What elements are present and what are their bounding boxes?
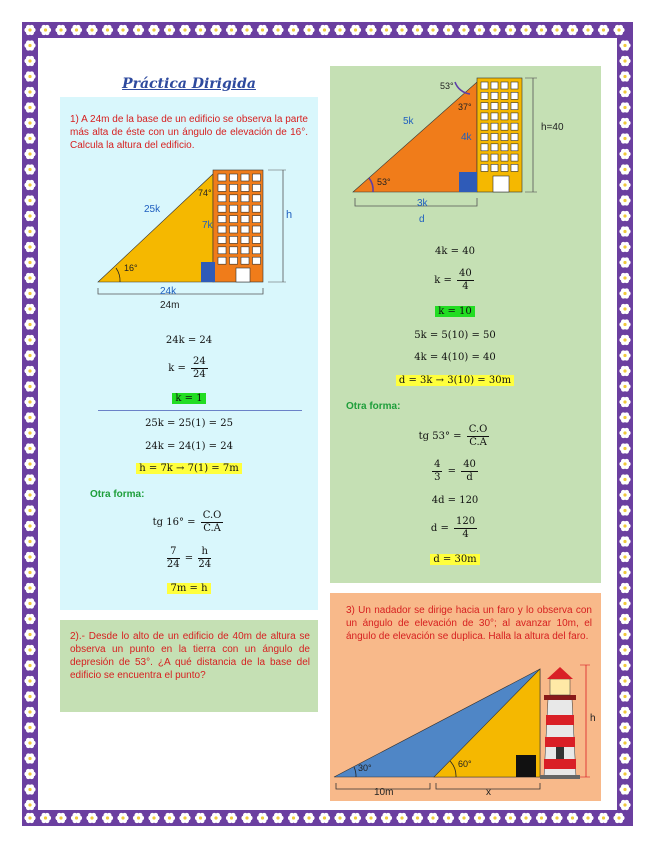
- window-icon: [501, 103, 508, 110]
- base-3k-label: 3k: [417, 198, 428, 209]
- window-icon: [481, 103, 488, 110]
- triangle-shape: [98, 174, 213, 282]
- window-icon: [481, 82, 488, 89]
- p2-d-num: 120: [456, 516, 476, 527]
- window-icon: [241, 236, 249, 243]
- p1-tg-lhs: tg 16° =: [152, 517, 196, 528]
- angle-60-label: 60°: [458, 759, 472, 769]
- p2-eq3: 4k = 4(10) = 40: [414, 352, 496, 363]
- hyp-25k-label: 25k: [144, 204, 161, 215]
- window-icon: [481, 144, 488, 151]
- window-icon: [218, 216, 226, 223]
- dist-x-label: x: [486, 787, 491, 798]
- page-title: Práctica Dirigida: [122, 76, 256, 92]
- window-icon: [501, 144, 508, 151]
- window-icon: [230, 195, 238, 202]
- p1-proportion: $\frac{7}{24}$ = $\frac{h}{24}$: [166, 546, 212, 570]
- p2-k-den: 4: [462, 281, 469, 292]
- dist-10m-label: 10m: [374, 787, 394, 798]
- side-7k-label: 7k: [202, 220, 213, 231]
- window-icon: [253, 184, 261, 191]
- angle-53-top-label: 53°: [440, 81, 454, 91]
- problem2-diagram: [345, 72, 585, 232]
- p1-final: [60, 583, 318, 594]
- window-icon: [491, 123, 498, 130]
- window-icon: [491, 144, 498, 151]
- window-icon: [511, 113, 518, 120]
- window-icon: [511, 123, 518, 130]
- window-icon: [230, 257, 238, 264]
- p2-d-result: [330, 375, 580, 386]
- window-icon: [253, 205, 261, 212]
- window-icon: [253, 257, 261, 264]
- p2-f1-num: 4: [434, 459, 441, 470]
- p1-tg-num: C.O: [202, 510, 222, 521]
- p1-f1-num: 7: [167, 546, 180, 559]
- window-icon: [241, 195, 249, 202]
- window-icon: [481, 134, 488, 141]
- window-icon: [253, 174, 261, 181]
- lighthouse-icon: [540, 667, 580, 779]
- p2-k-lhs: k =: [434, 275, 452, 286]
- window-icon: [253, 216, 261, 223]
- p2-f1-den: 3: [434, 472, 441, 483]
- p2-proportion: $\frac{4}{3}$ = $\frac{40}{d}$: [434, 459, 476, 483]
- window-icon: [253, 247, 261, 254]
- window-icon: [230, 247, 238, 254]
- p1-f1-den: 24: [166, 559, 180, 570]
- p2-k-result: [330, 306, 580, 317]
- p2-d-result-text: d = 3k → 3(10) = 30m: [396, 375, 514, 386]
- height-h-label: h: [590, 713, 596, 724]
- window-icon: [241, 174, 249, 181]
- window-icon: [218, 174, 226, 181]
- window-icon: [481, 92, 488, 99]
- p2-eq1: 4k = 40: [435, 246, 475, 257]
- height-40-label: h=40: [541, 122, 564, 133]
- p2-d-fraction: [330, 516, 580, 541]
- p2-k-num: 40: [459, 268, 472, 279]
- window-icon: [501, 134, 508, 141]
- separator-line: [98, 410, 302, 411]
- p2-d-den: 4: [462, 529, 469, 540]
- angle-37-label: 37°: [458, 102, 472, 112]
- window-icon: [230, 205, 238, 212]
- window-icon: [230, 174, 238, 181]
- base-24m-label: 24m: [160, 300, 180, 311]
- angle-53-base-label: 53°: [377, 177, 391, 187]
- window-icon: [230, 236, 238, 243]
- window-icon: [218, 247, 226, 254]
- window-icon: [241, 216, 249, 223]
- problem2-statement: 2).- Desde lo alto de un edificio de 40m de altura se observa un punto en la tierra con un ángulo de depresión de 53°. ¿A qué distancia de la base del edificio se encuentra el punto?: [70, 631, 310, 681]
- right-angle-mark: [459, 172, 477, 192]
- window-icon: [241, 205, 249, 212]
- p1-k-result: [60, 393, 318, 404]
- window-icon: [501, 154, 508, 161]
- p1-eq1: 24k = 24: [165, 335, 213, 346]
- window-icon: [511, 82, 518, 89]
- window-icon: [253, 236, 261, 243]
- window-icon: [511, 92, 518, 99]
- door-icon: [493, 176, 509, 192]
- p2-tg-den: C.A: [469, 437, 487, 448]
- window-icon: [230, 184, 238, 191]
- hyp-5k-label: 5k: [403, 116, 414, 127]
- window-icon: [218, 236, 226, 243]
- p1-eq3: 24k = 24(1) = 24: [145, 441, 233, 452]
- window-icon: [218, 257, 226, 264]
- window-icon: [241, 247, 249, 254]
- p1-k-num: 24: [193, 356, 206, 367]
- window-icon: [511, 134, 518, 141]
- problem3-statement: 3) Un nadador se dirige hacia un faro y lo observa con un ángulo de elevación de 30°; al avanzar 10m, el ángulo de elevación se duplica. Halla la altura del faro.: [346, 605, 592, 642]
- window-icon: [481, 123, 488, 130]
- p1-k-result-text: k = 1: [172, 393, 205, 404]
- window-icon: [501, 164, 508, 171]
- p2-d-lhs: d =: [430, 523, 449, 534]
- right-angle-mark: [516, 755, 536, 777]
- window-icon: [511, 144, 518, 151]
- p1-k-lhs: k =: [168, 363, 186, 374]
- p2-final: [330, 554, 580, 565]
- height-h-label: h: [286, 209, 293, 221]
- p2-eq2: 5k = 5(10) = 50: [414, 330, 496, 341]
- angle-30-label: 30°: [358, 763, 372, 773]
- window-icon: [230, 226, 238, 233]
- window-icon: [241, 257, 249, 264]
- base-d-label: d: [419, 214, 425, 225]
- p1-h-result-text: h = 7k → 7(1) = 7m: [136, 463, 241, 474]
- window-icon: [511, 154, 518, 161]
- window-icon: [511, 164, 518, 171]
- base-24k-label: 24k: [160, 286, 177, 297]
- p1-k-den: 24: [193, 369, 206, 380]
- window-icon: [501, 113, 508, 120]
- window-icon: [491, 82, 498, 89]
- p2-f2-num: 40: [463, 459, 476, 470]
- window-icon: [491, 164, 498, 171]
- angle-16-label: 16°: [124, 263, 138, 273]
- p1-tg-den: C.A: [203, 523, 221, 534]
- window-icon: [481, 113, 488, 120]
- window-icon: [241, 184, 249, 191]
- window-icon: [241, 226, 249, 233]
- p2-k-fraction: [330, 268, 580, 293]
- p1-eq2: 25k = 25(1) = 25: [145, 418, 233, 429]
- p2-eq4: 4d = 120: [431, 495, 479, 506]
- triangle-shape: [353, 82, 477, 192]
- p2-k-result-text: k = 10: [435, 306, 475, 317]
- window-icon: [501, 92, 508, 99]
- p1-k-fraction: [60, 356, 318, 381]
- window-icon: [491, 103, 498, 110]
- p1-otra-forma: Otra forma:: [90, 489, 145, 500]
- window-icon: [491, 154, 498, 161]
- angle-74-label: 74°: [198, 188, 212, 198]
- p2-f2-den: d: [466, 472, 473, 483]
- window-icon: [218, 195, 226, 202]
- window-icon: [501, 82, 508, 89]
- problem3-diagram: [330, 655, 601, 801]
- p2-tg-lhs: tg 53° =: [418, 431, 462, 442]
- p1-tg-eq: [60, 510, 318, 535]
- window-icon: [253, 195, 261, 202]
- window-icon: [218, 184, 226, 191]
- p1-f2-den: 24: [198, 559, 212, 570]
- window-icon: [218, 226, 226, 233]
- p1-f2-num: h: [198, 546, 211, 559]
- window-icon: [481, 164, 488, 171]
- side-4k-label: 4k: [461, 132, 472, 143]
- window-icon: [491, 92, 498, 99]
- window-icon: [218, 205, 226, 212]
- p1-final-text: 7m = h: [167, 583, 210, 594]
- p2-tg-eq: [330, 424, 580, 449]
- window-icon: [491, 113, 498, 120]
- window-icon: [481, 154, 488, 161]
- window-icon: [253, 226, 261, 233]
- window-icon: [230, 216, 238, 223]
- window-icon: [511, 103, 518, 110]
- problem1-statement: 1) A 24m de la base de un edificio se observa la parte más alta de éste con un ángulo de elevación de 16°. Calcula la altura del edificio.: [70, 114, 308, 151]
- door-icon: [236, 268, 250, 282]
- p2-final-text: d = 30m: [430, 554, 479, 565]
- window-icon: [501, 123, 508, 130]
- window-icon: [491, 134, 498, 141]
- problem1-diagram: [88, 160, 308, 315]
- p1-h-result: [60, 463, 318, 474]
- right-angle-mark: [201, 262, 215, 282]
- p2-otra-forma: Otra forma:: [346, 401, 401, 412]
- p2-tg-num: C.O: [468, 424, 488, 435]
